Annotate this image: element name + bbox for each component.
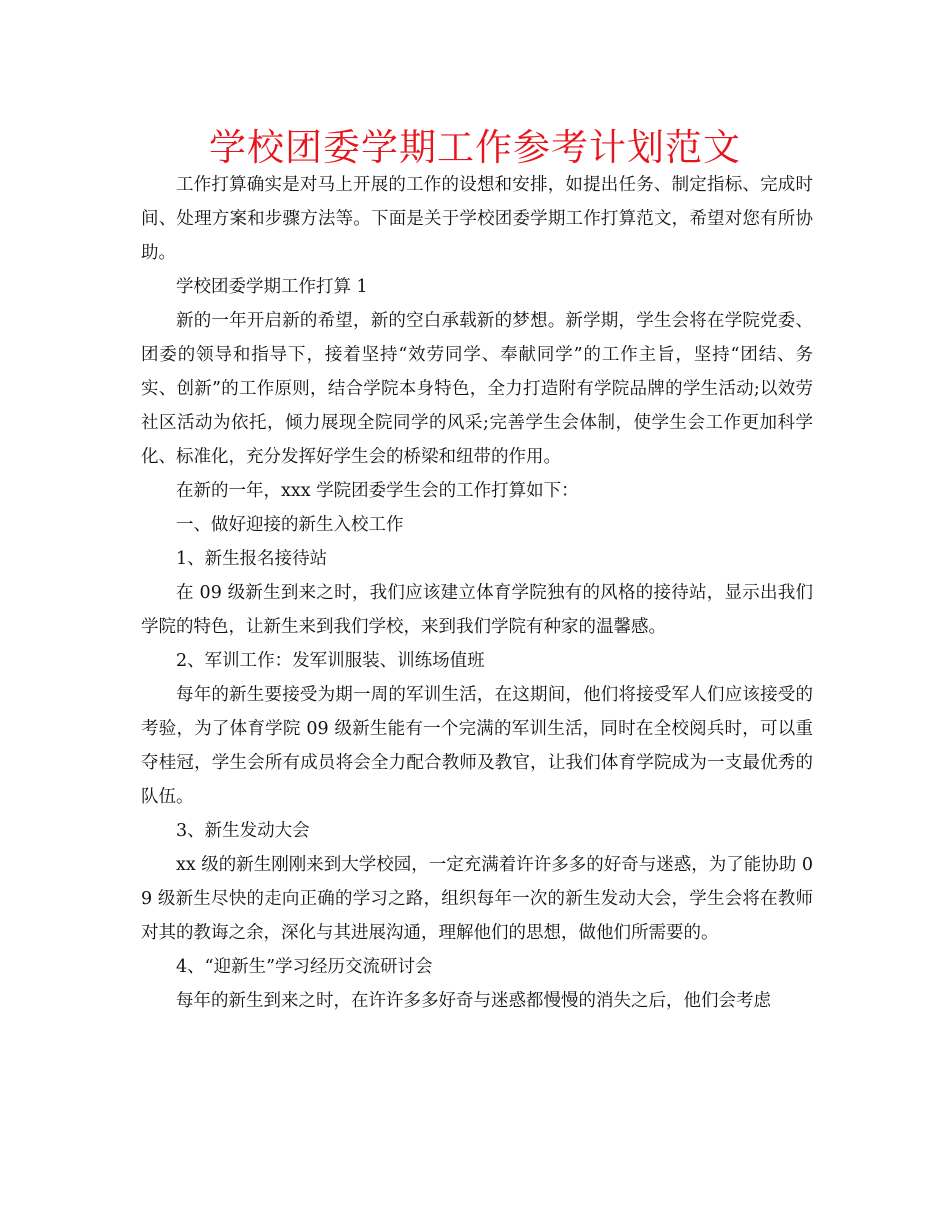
- section-heading-welcome-freshmen: 一、做好迎接的新生入校工作: [176, 515, 404, 535]
- paragraph-mobilization-meeting: xx 级的新生刚刚来到大学校园，一定充满着许许多多的好奇与迷惑，为了能协助 09 级新生尽快的走向正确的学习之路，组织每年一次的新生发动大会，学生会将在教师对其的教诲之余，深化与其进展沟通，理解他们的思想，做他们所需要的。: [141, 855, 813, 943]
- subheading-military-training: 2、军训工作：发军训服装、训练场值班: [176, 651, 485, 671]
- paragraph-military-training: 每年的新生要接受为期一周的军训生活，在这期间，他们将接受军人们应该接受的考验，为了体育学院 09 级新生能有一个完满的军训生活，同时在全校阅兵时，可以重夺桂冠，学生会所有成员将会全力配合教师及教官，让我们体育学院成为一支最优秀的队伍。: [141, 685, 813, 807]
- paragraph-plan-intro: 在新的一年，xxx 学院团委学生会的工作打算如下：: [176, 481, 579, 501]
- paragraph-new-year: 新的一年开启新的希望，新的空白承载新的梦想。新学期，学生会将在学院党委、团委的领导和指导下，接着坚持“效劳同学、奉献同学”的工作主旨，坚持“团结、务实、创新”的工作原则，结合学院本身特色，全力打造附有学院品牌的学生活动;以效劳社区活动为依托，倾力展现全院同学的风采;完善学生会体制，使学生会工作更加科学化、标准化，充分发挥好学生会的桥梁和纽带的作用。: [141, 311, 813, 467]
- paragraph-intro: 工作打算确实是对马上开展的工作的设想和安排，如提出任务、制定指标、完成时间、处理方案和步骤方法等。下面是关于学校团委学期工作打算范文，希望对您有所协助。: [141, 175, 813, 263]
- section-heading-plan-1: 学校团委学期工作打算 1: [176, 277, 368, 297]
- subheading-experience-seminar: 4、“迎新生”学习经历交流研讨会: [176, 957, 433, 977]
- subheading-registration-station: 1、新生报名接待站: [176, 549, 328, 569]
- subheading-mobilization-meeting: 3、新生发动大会: [176, 821, 310, 841]
- document-title: 学校团委学期工作参考计划范文: [209, 126, 741, 169]
- document-body: [141, 168, 813, 1018]
- paragraph-experience-seminar: 每年的新生到来之时，在许许多多好奇与迷惑都慢慢的消失之后，他们会考虑: [176, 991, 771, 1011]
- paragraph-registration-station: 在 09 级新生到来之时，我们应该建立体育学院独有的风格的接待站，显示出我们学院的特色，让新生来到我们学校，来到我们学院有种家的温馨感。: [141, 583, 813, 637]
